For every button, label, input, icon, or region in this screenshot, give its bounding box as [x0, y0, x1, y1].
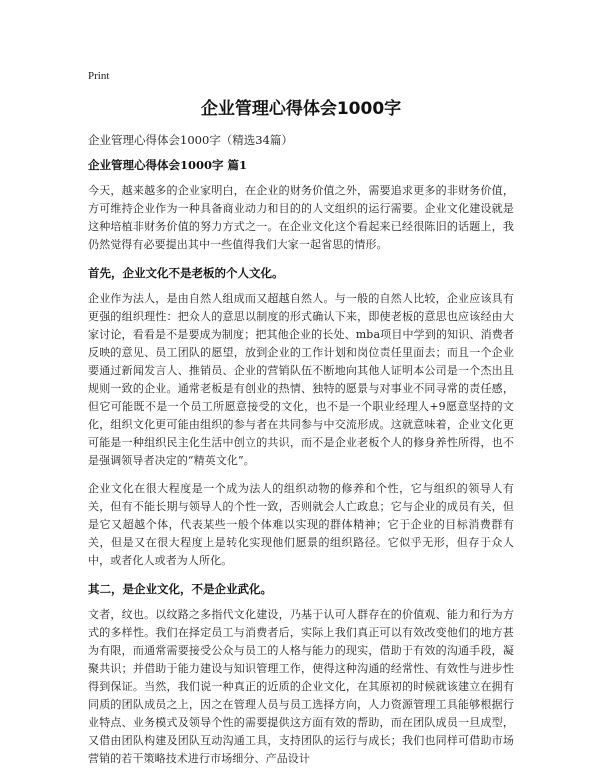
paragraph-second-point: 文者，纹也。以纹路之多指代文化建设，乃基于认可人群存在的价值观、能力和行为方式的多样性。我们在择定员工与消费者后，实际上我们真正可以有效改变他们的地方甚为有限，而通常需要接受公众与员工的人格与能力的现实，借助于有效的沟通手段，凝聚共识；并借助于能力建设与知识管理工作，使得这种沟通的经常性、有效性与进步性得到保证。当然，我们说一种真正的近质的企业文化，在其原初的时候就该建立在拥有同质的团队成员之上，因之在管理人员与员工选择方向，人力资源管理工具能够根据行业特点、业务模式及领导个性的需要提供这方面有效的帮助，而在团队成员一旦成型，又借由团队构建及团队互动沟通工具，支持团队的运行与成长；我们也同样可借助市场营销的若干策略技术进行市场细分、产品设计 [88, 608, 514, 765]
paragraph-first-point-continued: 企业文化在很大程度是一个成为法人的组织动物的修养和个性，它与组织的领导人有关，但有不能长期与领导人的个性一致，否则就会人亡政息；它与企业的成员有关，但是它又超越个体，代表某些一般个体难以实现的群体精神；它于企业的目标消费群有关，但是又在很大程度上是转化实现他们愿景的组织路径。它似乎无形，但存于众人中，或者化人或者为人所化。 [88, 482, 514, 567]
paragraph-first-point: 企业作为法人，是由自然人组成而又超越自然人。与一般的自然人比较，企业应该具有更强的组织理性：把众人的意思以制度的形式确认下来，即使老板的意思也应该经由大家讨论，看看是不是要成为制度；把其他企业的长处、mba项目中学到的知识、消费者反映的意见、员工团队的愿望，放到企业的工作计划和岗位责任里面去；而且一个企业要通过新闻发言人、推销员、企业的营销队伍不断地向其他人证明本公司是一个杰出且规则一致的企业。通常老板是有创业的热情、独特的愿景与对事业不同寻常的责任感，但它可能既不是一个员工所愿意接受的文化，也不是一个职业经理人+9愿意坚持的文化，组织文化更可能由组织的参与者在共同参与中交流形成。这就意味着，企业文化更可能是一种组织民主化生活中创立的共识，而不是企业老板个人的修身养性所得，也不是强调领导者决定的“精英文化”。 [88, 292, 514, 467]
paragraph-intro: 今天，越来越多的企业家明白，在企业的财务价值之外，需要追求更多的非财务价值，方可维持企业作为一种具备商业动力和目的的人文组织的运行需要。企业文化建设就是这种培植非财务价值的努力方式之一。在企业文化这个看起来已经很陈旧的话题上，我仍然觉得有必要提出其中一些值得我们大家一起省思的情形。 [88, 184, 514, 251]
print-link[interactable]: Print [88, 70, 110, 82]
section-heading: 企业管理心得体会1000字 篇1 [88, 158, 248, 172]
heading-first-point: 首先，企业文化不是老板的个人文化。 [88, 266, 284, 280]
document-subtitle: 企业管理心得体会1000字（精选34篇） [88, 133, 293, 147]
page-title: 企业管理心得体会1000字 [200, 99, 402, 119]
heading-second-point: 其二，是企业文化，不是企业武化。 [88, 582, 272, 596]
document-body [88, 156, 514, 778]
